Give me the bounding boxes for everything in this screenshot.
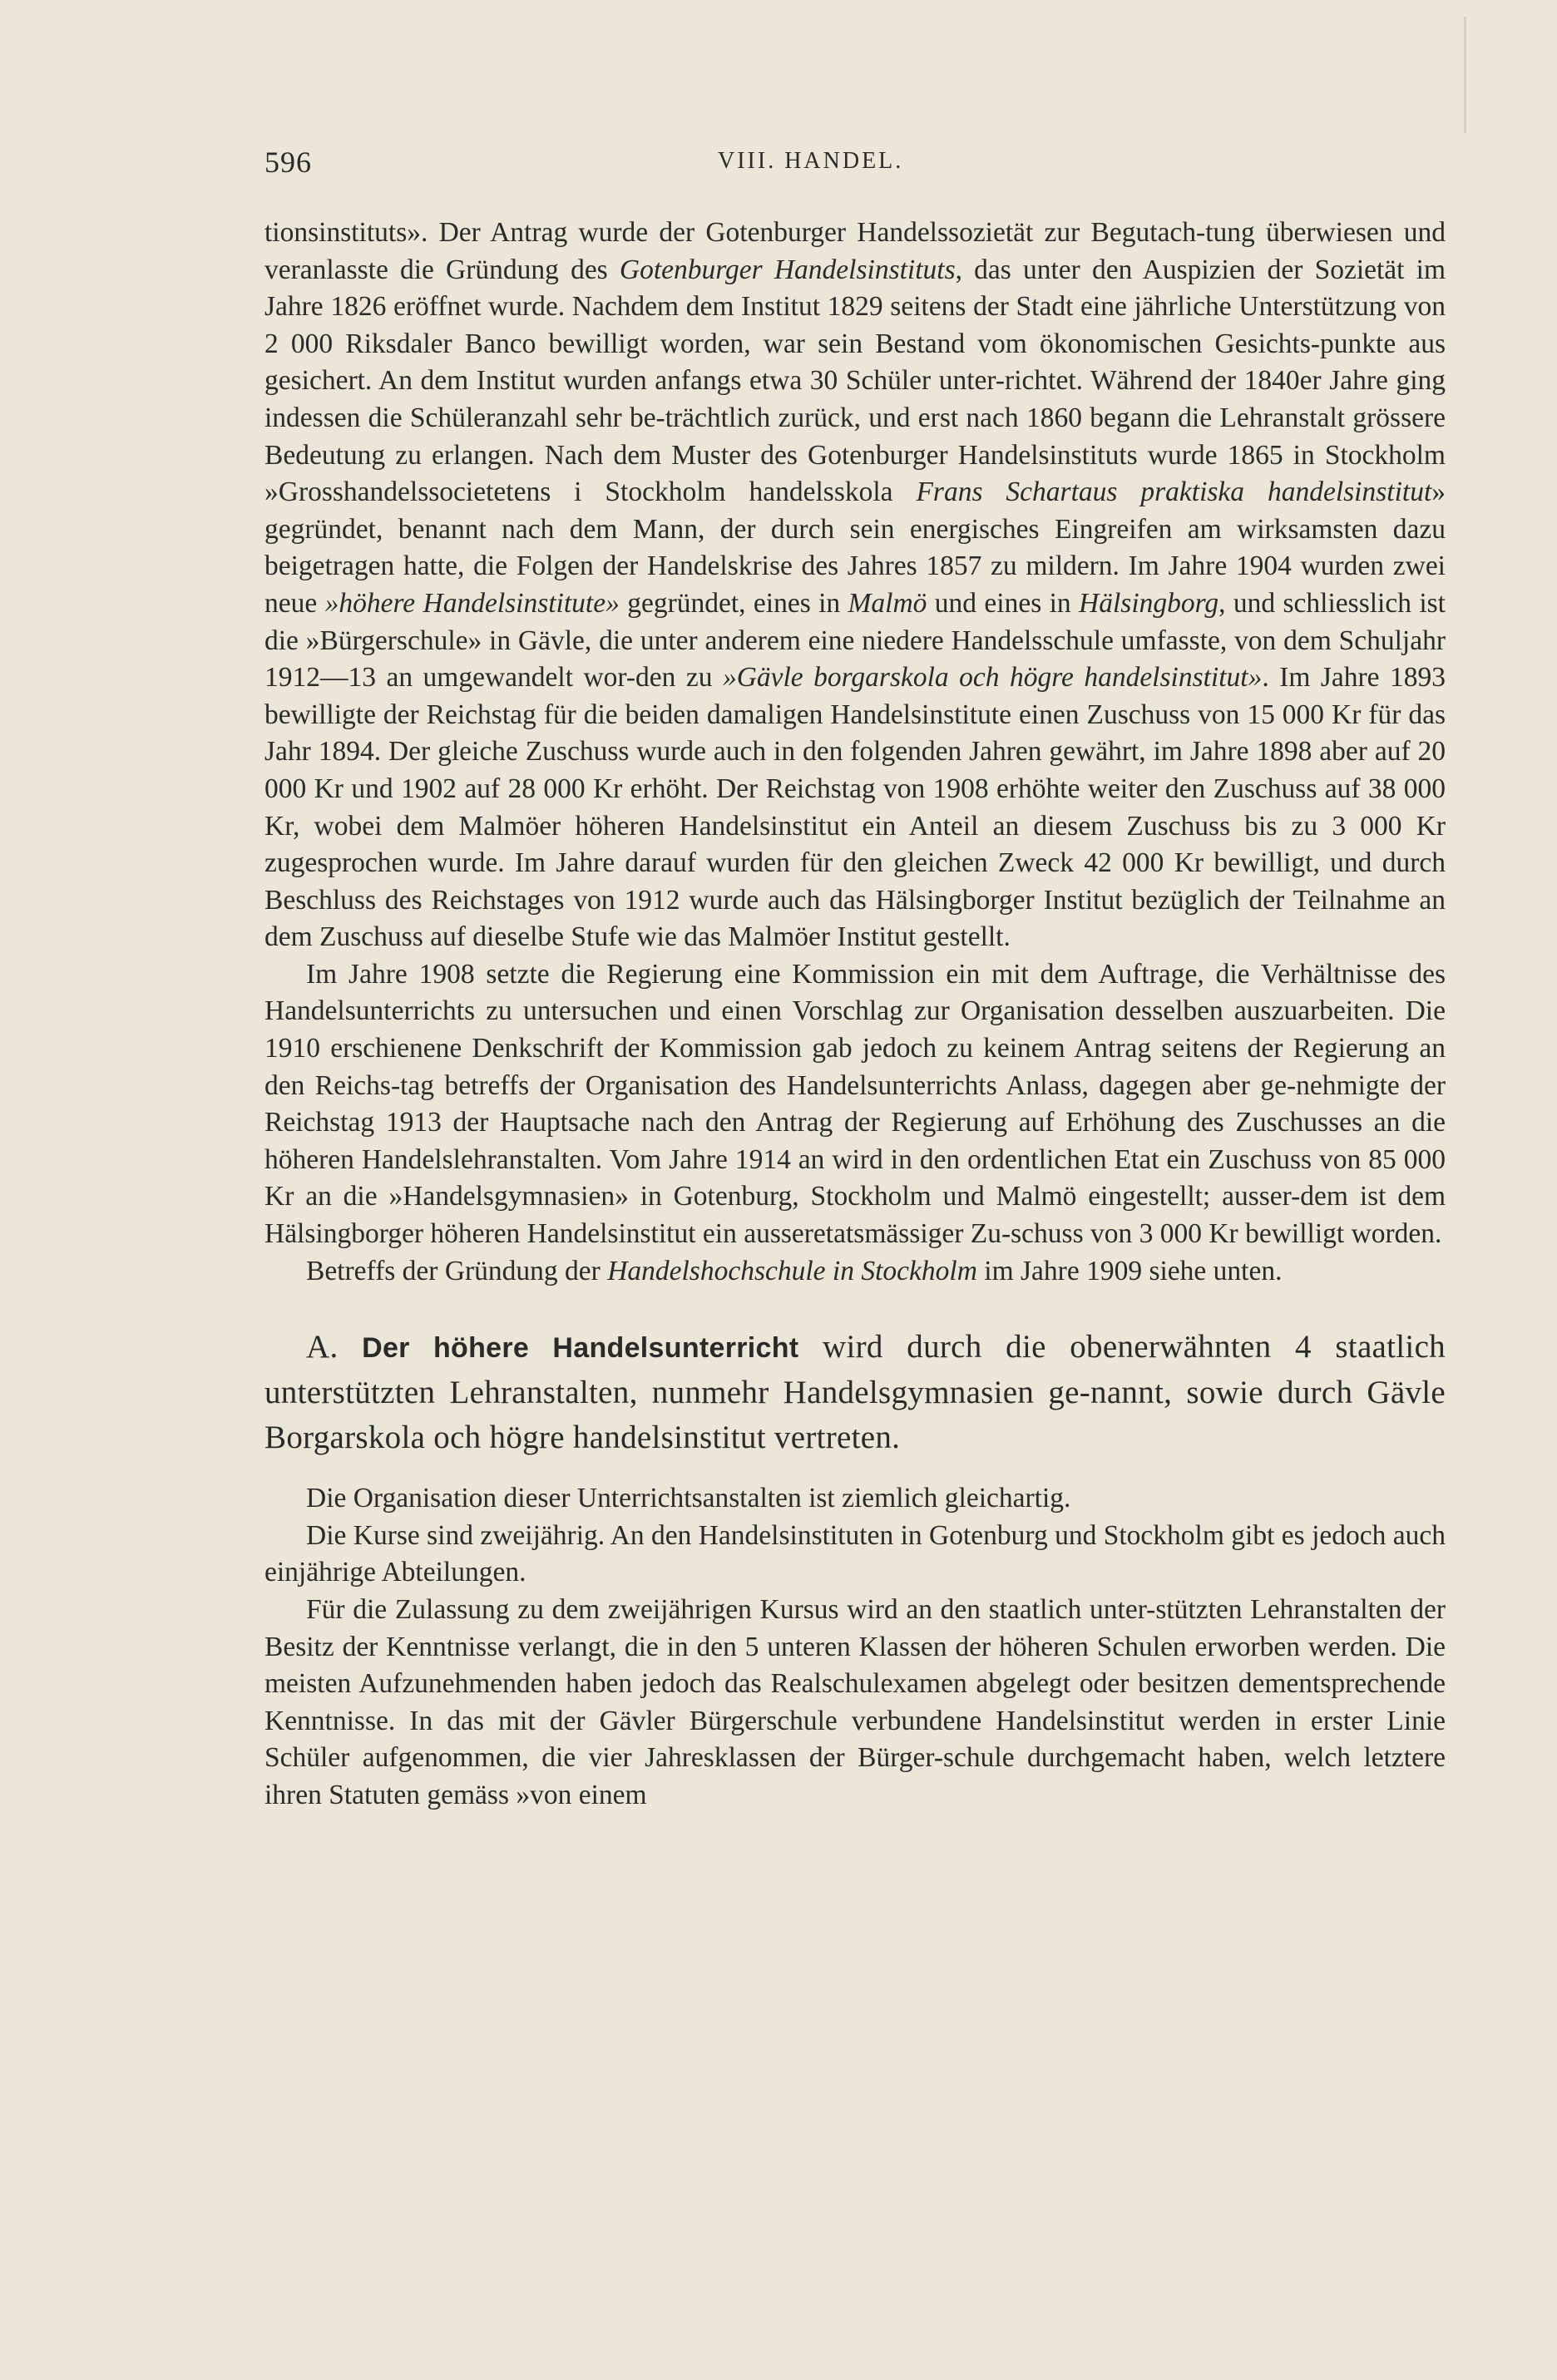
paragraph-kommission: Im Jahre 1908 setzte die Regierung eine Kommission ein mit dem Auftrage, die Verhältnisse des Handelsunterrichts zu untersuchen und einen Vorschlag zur Organisation desselben auszuarbeiten. Die 1910 erschienene Denkschrift der Kommission gab jedoch zu keinem Antrag seitens der Regierung an den Reichs-tag betreffs der Organisation des Handelsunterrichts Anlass, dagegen aber ge-nehmigte der Reichstag 1913 der Hauptsache nach den Antrag der Regierung auf Erhöhung des Zuschusses an die höheren Handelslehranstalten. Vom Jahre 1914 an wird in den ordentlichen Etat ein Zuschuss von 85 000 Kr an die »Handelsgymnasien» in Gotenburg, Stockholm und Malmö eingestellt; ausser-dem ist dem Hälsingborger höheren Handelsinstitut ein ausseretatsmässiger Zu-schuss von 3 000 Kr bewilligt worden.: [264, 958, 1446, 1250]
text-run: . Im Jahre 1893 bewilligte der Reichstag für die beiden damaligen Handelsinstitute einen Zuschuss von 15 000 Kr für das Jahr 1894. Der gleiche Zuschuss wurde auch in den folgenden Jahren gewährt, im Jahre 1898 aber auf 20 000 Kr und 1902 auf 28 000 Kr erhöht. Der Reichstag von 1908 erhöhte weiter den Zuschuss auf 38 000 Kr, wobei dem Malmöer höheren Handelsinstitut ein Anteil an diesem Zuschuss bis zu 3 000 Kr zugesprochen wurde. Im Jahre darauf wurden für den gleichen Zweck 42 000 Kr bewilligt, und durch Beschluss des Reichstages von 1912 wurde auch das Hälsingborger Institut bezüglich der Teilnahme an dem Zuschuss auf dieselbe Stufe wie das Malmöer Institut gestellt.: [264, 662, 1446, 953]
text-run: und eines in: [927, 587, 1080, 619]
text-run: Betreffs der Gründung der: [306, 1255, 608, 1286]
page-number: 596: [264, 146, 312, 179]
text-run: tionsinstituts». Der Antrag wurde der Gotenburger Handelssozietät zur Begutach-tung überwiesen und veranlasste die Gründung des: [264, 217, 1446, 285]
text-run: gegründet, eines in: [619, 587, 848, 619]
text-run: » gegründet, benannt nach dem Mann, der durch sein energisches Eingreifen am wirksamsten dazu beigetragen hatte, die Folgen der Handelskrise des Jahres 1857 zu mildern. Im Jahre 1904 wurden zwei neue: [264, 476, 1446, 619]
emphasis-hoehere-handelsinstitute: »höhere Handelsinstitute»: [324, 587, 620, 619]
emphasis-gaevle-borgarskola: »Gävle borgarskola och högre handelsinstitut»: [722, 662, 1263, 694]
paragraph-kurse: Die Kurse sind zweijährig. An den Handelsinstituten in Gotenburg und Stockholm gibt es jedoch auch einjährige Abteilungen.: [264, 1519, 1446, 1588]
body-text: [264, 215, 1446, 1815]
text-run: , das unter den Auspizien der Sozietät im Jahre 1826 eröffnet wurde. Nachdem dem Institut 1829 seitens der Stadt eine jährliche Unterstützung von 2 000 Riksdaler Banco bewilligt worden, war sein Bestand vom ökonomischen Gesichts-punkte aus gesichert. An dem Institut wurden anfangs etwa 30 Schüler unter-richtet. Während der 1840er Jahre ging indessen die Schüleranzahl sehr be-trächtlich zurück, und erst nach 1860 begann die Lehranstalt grössere Bedeutung zu erlangen. Nach dem Muster des Gotenburger Handelsinstituts wurde 1865 in Stockholm »Grosshandelssocietetens i Stockholm handelsskola: [264, 254, 1446, 508]
section-a-paragraph: [264, 1325, 1446, 1460]
paragraph-organisation: Die Organisation dieser Unterrichtsanstalten ist ziemlich gleichartig.: [306, 1483, 1071, 1514]
emphasis-gotenburger-handelsinstituts: Gotenburger Handelsinstituts: [619, 254, 956, 285]
page-header: [264, 145, 1446, 195]
section-heading: Der höhere Handelsunterricht: [362, 1332, 799, 1365]
emphasis-handelshochschule: Handelshochschule in Stockholm: [607, 1255, 977, 1286]
section-letter: A.: [306, 1329, 339, 1365]
running-head: VIII. HANDEL.: [718, 148, 904, 174]
text-run: , und schliesslich ist die »Bürgerschule» in Gävle, die unter anderem eine niedere Handelsschule umfasste, von dem Schuljahr 1912—13 an umgewandelt wor-den zu: [264, 587, 1446, 694]
text-run: im Jahre 1909 siehe unten.: [976, 1255, 1283, 1286]
page-edge-mark: [1464, 17, 1466, 133]
paragraph-continuation: [264, 215, 1446, 956]
subsection-spacer: [264, 1460, 1446, 1480]
paragraph-zulassung: Für die Zulassung zu dem zweijährigen Kursus wird an den staatlich unter-stützten Lehranstalten der Besitz der Kenntnisse verlangt, die in den 5 unteren Klassen der höheren Schulen erworben werden. Die meisten Aufzunehmenden haben jedoch das Realschulexamen abgelegt oder besitzen dementsprechende Kenntnisse. In das mit der Gävler Bürgerschule verbundene Handelsinstitut werden in erster Linie Schüler aufgenommen, die vier Jahresklassen der Bürger-schule durchgemacht haben, welch letztere ihren Statuten gemäss »von einem: [264, 1594, 1446, 1810]
paragraph-handelshochschule: [264, 1253, 1446, 1291]
section-spacer: [264, 1290, 1446, 1325]
section-text: wird durch die obenerwähnten 4 staatlich unterstützten Lehranstalten, nunmehr Handelsgymnasien ge-nannt, sowie durch Gävle Borgarskola och högre handelsinstitut vertreten.: [264, 1329, 1446, 1456]
emphasis-malmoe: Malmö: [848, 587, 927, 619]
emphasis-frans-schartaus: Frans Schartaus praktiska handelsinstitut: [916, 476, 1432, 508]
emphasis-haelsingborg: Hälsingborg: [1079, 587, 1219, 619]
